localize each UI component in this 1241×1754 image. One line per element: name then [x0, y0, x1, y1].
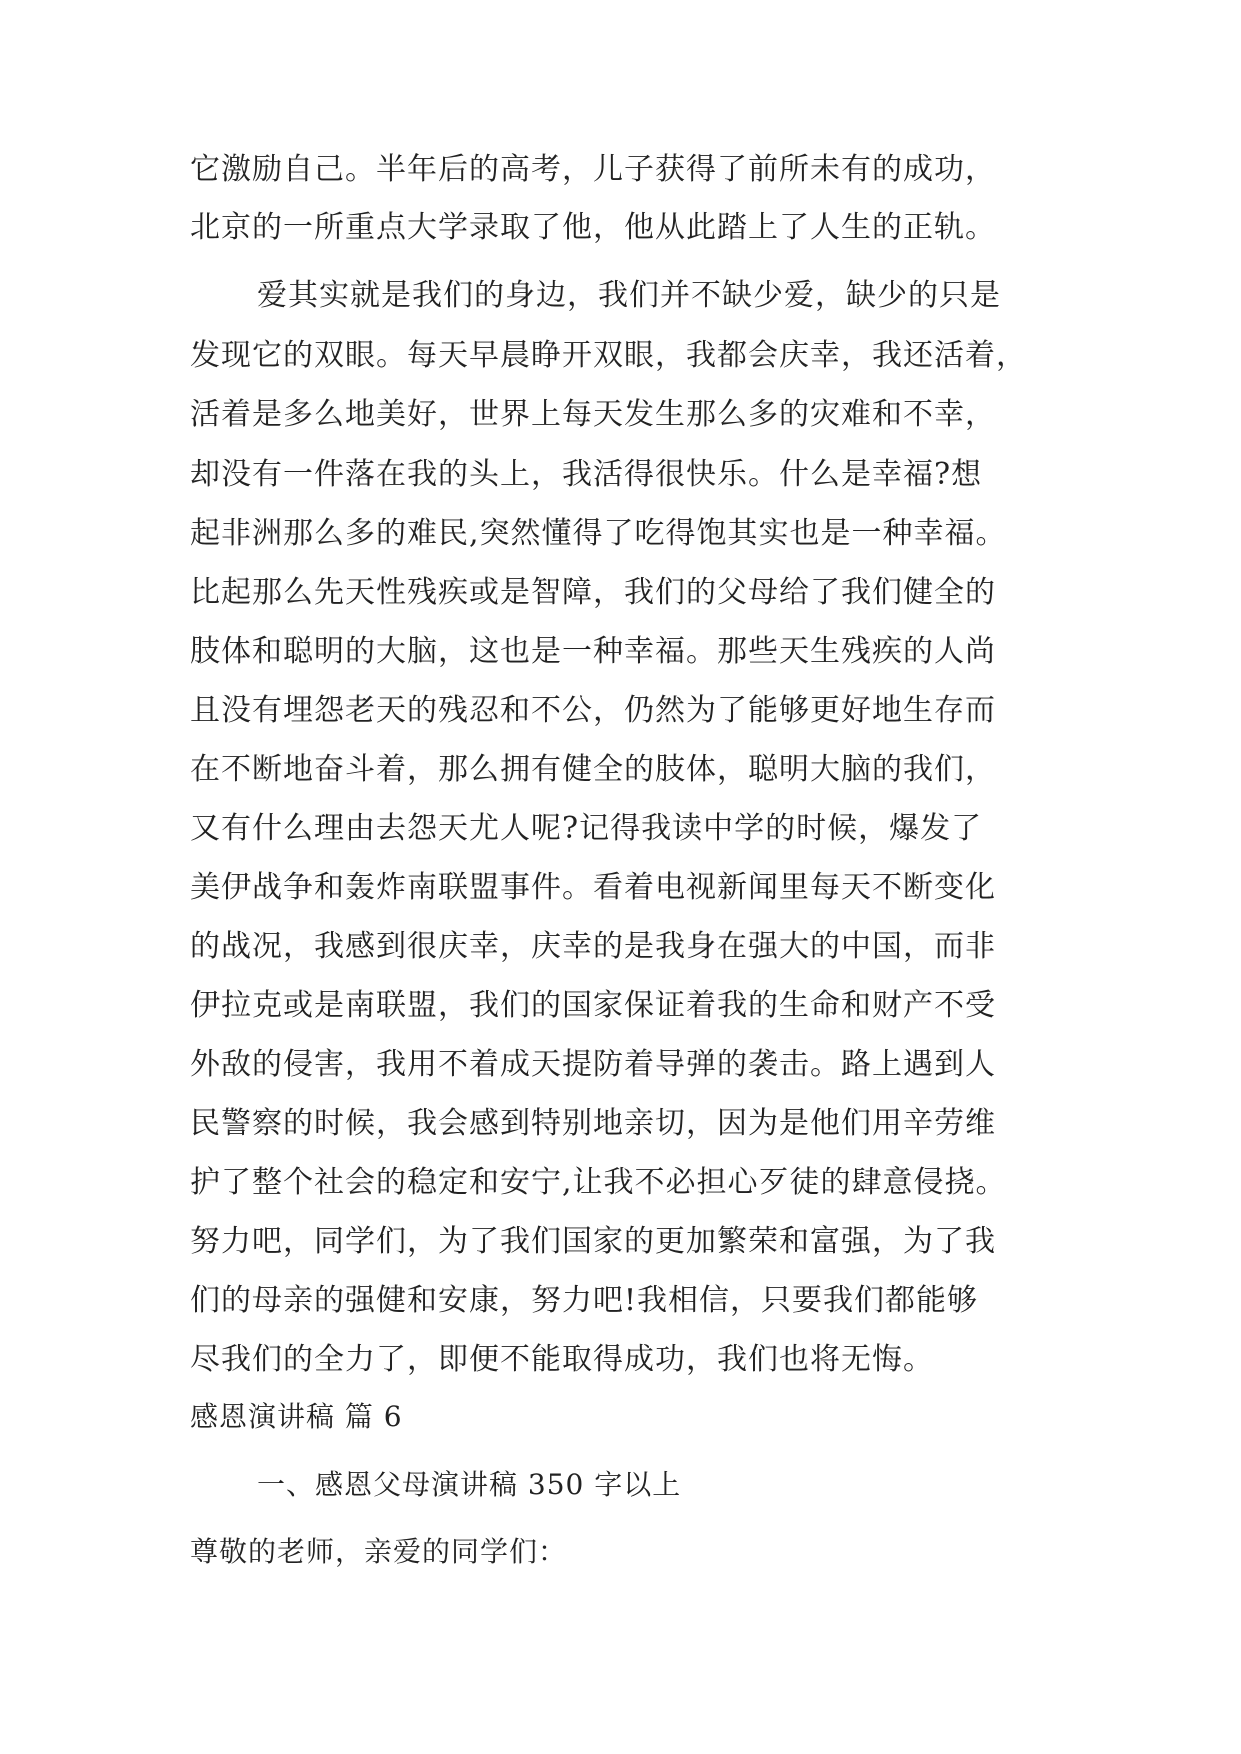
text-line: 民警察的时候，我会感到特别地亲切，因为是他们用辛劳维: [190, 1106, 996, 1141]
text-line: 伊拉克或是南联盟，我们的国家保证着我的生命和财产不受: [190, 988, 996, 1023]
text-line: 它激励自己。半年后的高考，儿子获得了前所未有的成功，: [190, 152, 996, 187]
text-line: 北京的一所重点大学录取了他，他从此踏上了人生的正轨。: [190, 210, 996, 245]
text-line: 又有什么理由去怨天尤人呢?记得我读中学的时候，爆发了: [190, 811, 983, 846]
text-line: 的战况，我感到很庆幸，庆幸的是我身在强大的中国，而非: [190, 929, 996, 964]
text-line: 肢体和聪明的大脑，这也是一种幸福。那些天生残疾的人尚: [190, 634, 996, 669]
section-heading: 感恩演讲稿 篇 6: [190, 1400, 403, 1433]
text-line: 起非洲那么多的难民,突然懂得了吃得饱其实也是一种幸福。: [190, 516, 1007, 551]
text-line: 发现它的双眼。每天早晨睁开双眼，我都会庆幸，我还活着，: [190, 338, 1027, 373]
text-line: 在不断地奋斗着，那么拥有健全的肢体，聪明大脑的我们，: [190, 752, 996, 787]
text-line: 却没有一件落在我的头上，我活得很快乐。什么是幸福?想: [190, 457, 983, 492]
text-line: 比起那么先天性残疾或是智障，我们的父母给了我们健全的: [190, 575, 996, 610]
text-line: 活着是多么地美好，世界上每天发生那么多的灾难和不幸，: [190, 397, 996, 432]
text-line: 尽我们的全力了，即便不能取得成功，我们也将无悔。: [190, 1342, 934, 1377]
salutation: 尊敬的老师，亲爱的同学们：: [190, 1535, 568, 1568]
text-line: 外敌的侵害，我用不着成天提防着导弹的袭击。路上遇到人: [190, 1047, 996, 1082]
text-line: 护了整个社会的稳定和安宁,让我不必担心歹徒的肆意侵挠。: [190, 1165, 1007, 1200]
text-line: 们的母亲的强健和安康，努力吧!我相信，只要我们都能够: [190, 1283, 979, 1318]
text-line: 且没有埋怨老天的残忍和不公，仍然为了能够更好地生存而: [190, 693, 996, 728]
text-line: 努力吧，同学们，为了我们国家的更加繁荣和富强，为了我: [190, 1224, 996, 1259]
text-line: 爱其实就是我们的身边，我们并不缺少爱，缺少的只是: [257, 278, 1001, 313]
sub-heading: 一、感恩父母演讲稿 350 字以上: [257, 1468, 682, 1501]
text-line: 美伊战争和轰炸南联盟事件。看着电视新闻里每天不断变化: [190, 870, 996, 905]
